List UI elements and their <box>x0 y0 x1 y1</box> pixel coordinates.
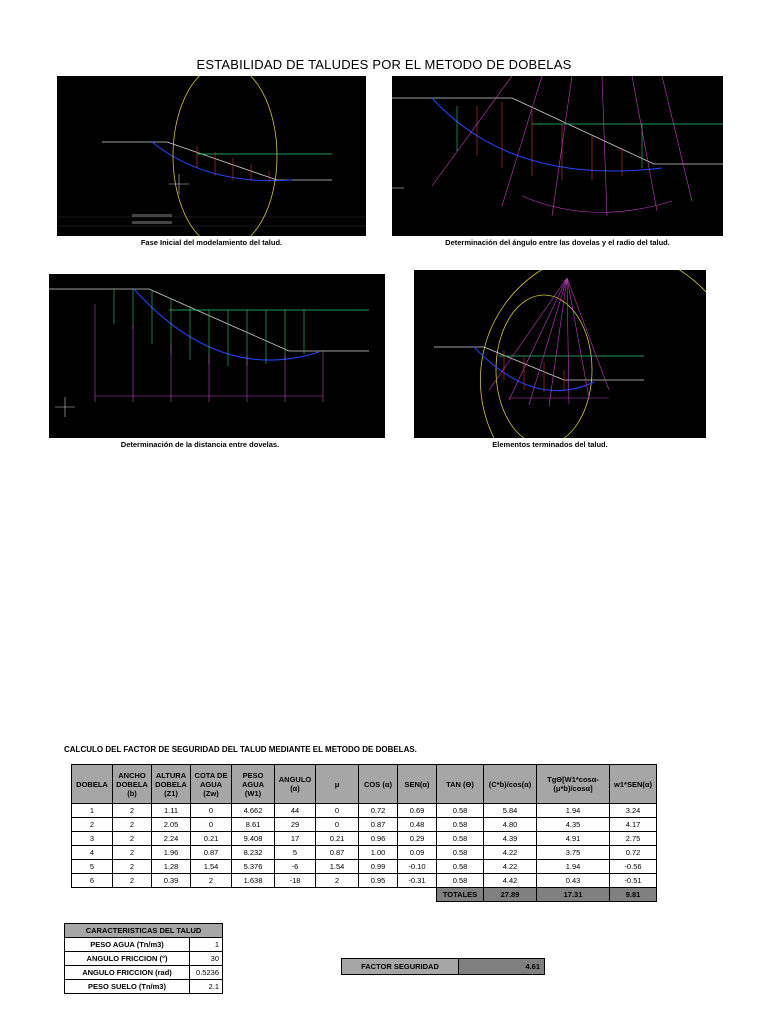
cell: 1.54 <box>191 860 232 874</box>
figure-caption-3: Determinación de la distancia entre dovelas. <box>120 440 280 449</box>
figure-caption-1: Fase Inicial del modelamiento del talud. <box>140 238 283 247</box>
cell: 0.48 <box>398 818 437 832</box>
property-value: 0.5236 <box>190 966 223 980</box>
page-title: ESTABILIDAD DE TALUDES POR EL METODO DE DOBELAS <box>196 57 572 72</box>
figure-caption-2: Determinación del ángulo entre las dovelas y el radio del talud. <box>445 238 670 247</box>
table-row <box>72 804 657 818</box>
cell: -0.10 <box>398 860 437 874</box>
total-tg: 17.31 <box>537 888 610 902</box>
safety-factor-value: 4.61 <box>459 959 545 975</box>
col-header-cos: COS (α) <box>359 765 398 804</box>
cell: 0.58 <box>437 804 484 818</box>
cell: 4.662 <box>232 804 275 818</box>
cell: 5.376 <box>232 860 275 874</box>
safety-factor-label: FACTOR SEGURIDAD <box>342 959 459 975</box>
col-header-peso: PESO AGUA (W1) <box>232 765 275 804</box>
cell: 2 <box>113 860 152 874</box>
table-row <box>72 874 657 888</box>
cell: 5 <box>72 860 113 874</box>
cell: 0.58 <box>437 846 484 860</box>
cell: 0.39 <box>152 874 191 888</box>
cell: 2 <box>316 874 359 888</box>
cell: 4.42 <box>484 874 537 888</box>
cell: -18 <box>275 874 316 888</box>
cell: 4.80 <box>484 818 537 832</box>
total-cb: 27.89 <box>484 888 537 902</box>
cell: 0 <box>191 804 232 818</box>
cell: 0.21 <box>191 832 232 846</box>
totals-row <box>72 888 657 902</box>
cell: 4.17 <box>610 818 657 832</box>
total-wsen: 9.81 <box>610 888 657 902</box>
property-row <box>65 980 223 994</box>
cell: 4.35 <box>537 818 610 832</box>
cell: 29 <box>275 818 316 832</box>
slope-drawing-1 <box>57 76 366 236</box>
col-header-angulo: ANGULO (α) <box>275 765 316 804</box>
cell: 0.87 <box>191 846 232 860</box>
cell: 2.75 <box>610 832 657 846</box>
cell: 0.21 <box>316 832 359 846</box>
col-header-wsen: w1*SEN(α) <box>610 765 657 804</box>
property-label: ANGULO FRICCION (rad) <box>65 966 190 980</box>
cell: 0.95 <box>359 874 398 888</box>
cell: 5.84 <box>484 804 537 818</box>
property-row <box>65 938 223 952</box>
cell: 1.28 <box>152 860 191 874</box>
property-value: 1 <box>190 938 223 952</box>
cell: 4 <box>72 846 113 860</box>
cell: 2 <box>113 874 152 888</box>
cell: 9.408 <box>232 832 275 846</box>
cell: 2 <box>113 804 152 818</box>
cell: 2 <box>113 818 152 832</box>
cell: 0 <box>316 818 359 832</box>
cell: 0.58 <box>437 832 484 846</box>
cell: 4.22 <box>484 846 537 860</box>
property-row <box>65 966 223 980</box>
cell: 0.69 <box>398 804 437 818</box>
slope-drawing-3 <box>49 274 385 438</box>
cell: 44 <box>275 804 316 818</box>
calculation-title: CALCULO DEL FACTOR DE SEGURIDAD DEL TALUD MEDIANTE EL METODO DE DOBELAS. <box>64 745 417 754</box>
col-header-sen: SEN(α) <box>398 765 437 804</box>
cell: 0.96 <box>359 832 398 846</box>
cell: 1 <box>72 804 113 818</box>
cell: 4.39 <box>484 832 537 846</box>
cell: 2.05 <box>152 818 191 832</box>
cell: 0.87 <box>316 846 359 860</box>
cell: 1.11 <box>152 804 191 818</box>
slope-properties-table <box>64 923 223 994</box>
cell: 0.29 <box>398 832 437 846</box>
cell: 0.58 <box>437 874 484 888</box>
col-header-cota: COTA DE AGUA (Zw) <box>191 765 232 804</box>
col-header-altura: ALTURA DOBELA (Z1) <box>152 765 191 804</box>
property-value: 30 <box>190 952 223 966</box>
cell: 8.61 <box>232 818 275 832</box>
cell: 3 <box>72 832 113 846</box>
col-header-tan: TAN (Θ) <box>437 765 484 804</box>
slope-drawing-4 <box>414 270 706 438</box>
col-header-dobela: DOBELA <box>72 765 113 804</box>
cell: 4.22 <box>484 860 537 874</box>
cell: 0.72 <box>359 804 398 818</box>
totals-label: TOTALES <box>437 888 484 902</box>
cell: 2 <box>72 818 113 832</box>
slope-drawing-2 <box>392 76 723 236</box>
col-header-tg: TgΘ[W1*cosα-(μ*b)/cosα] <box>537 765 610 804</box>
cell: 0.58 <box>437 818 484 832</box>
cell: 0 <box>191 818 232 832</box>
cell: 0.87 <box>359 818 398 832</box>
cell: 1.00 <box>359 846 398 860</box>
cell: 4.91 <box>537 832 610 846</box>
cell: 1.638 <box>232 874 275 888</box>
property-label: ANGULO FRICCION (°) <box>65 952 190 966</box>
figure-distance-determination <box>49 274 385 438</box>
cell: -6 <box>275 860 316 874</box>
table-row <box>72 832 657 846</box>
cell: -0.56 <box>610 860 657 874</box>
cell: 1.54 <box>316 860 359 874</box>
cell: 0.58 <box>437 860 484 874</box>
safety-factor-table <box>71 764 657 902</box>
table-row <box>72 818 657 832</box>
figure-finished-elements <box>414 270 706 438</box>
totals-spacer <box>72 888 437 902</box>
cell: 1.94 <box>537 804 610 818</box>
cell: 8.232 <box>232 846 275 860</box>
cell: 2 <box>113 832 152 846</box>
col-header-ancho: ANCHO DOBELA (b) <box>113 765 152 804</box>
cell: 3.75 <box>537 846 610 860</box>
cell: 1.94 <box>537 860 610 874</box>
figure-initial-model <box>57 76 366 236</box>
table-row <box>72 860 657 874</box>
cell: -0.51 <box>610 874 657 888</box>
property-label: PESO AGUA (Tn/m3) <box>65 938 190 952</box>
cell: 3.24 <box>610 804 657 818</box>
cell: 0.99 <box>359 860 398 874</box>
cell: 2 <box>191 874 232 888</box>
cell: 17 <box>275 832 316 846</box>
properties-title: CARACTERISTICAS DEL TALUD <box>65 924 223 938</box>
cell: 0.09 <box>398 846 437 860</box>
col-header-cb: (C*b)/cos(α) <box>484 765 537 804</box>
cell: 2 <box>113 846 152 860</box>
cell: 0 <box>316 804 359 818</box>
cell: -0.31 <box>398 874 437 888</box>
figure-angle-determination <box>392 76 723 236</box>
safety-factor-result <box>341 958 545 975</box>
col-header-mu: μ <box>316 765 359 804</box>
cell: 5 <box>275 846 316 860</box>
cell: 2.24 <box>152 832 191 846</box>
cell: 0.43 <box>537 874 610 888</box>
figure-caption-4: Elementos terminados del talud. <box>492 440 608 449</box>
property-label: PESO SUELO (Tn/m3) <box>65 980 190 994</box>
cell: 6 <box>72 874 113 888</box>
property-value: 2.1 <box>190 980 223 994</box>
property-row <box>65 952 223 966</box>
cell: 0.72 <box>610 846 657 860</box>
table-row <box>72 846 657 860</box>
cell: 1.96 <box>152 846 191 860</box>
table-header-row <box>72 765 657 804</box>
